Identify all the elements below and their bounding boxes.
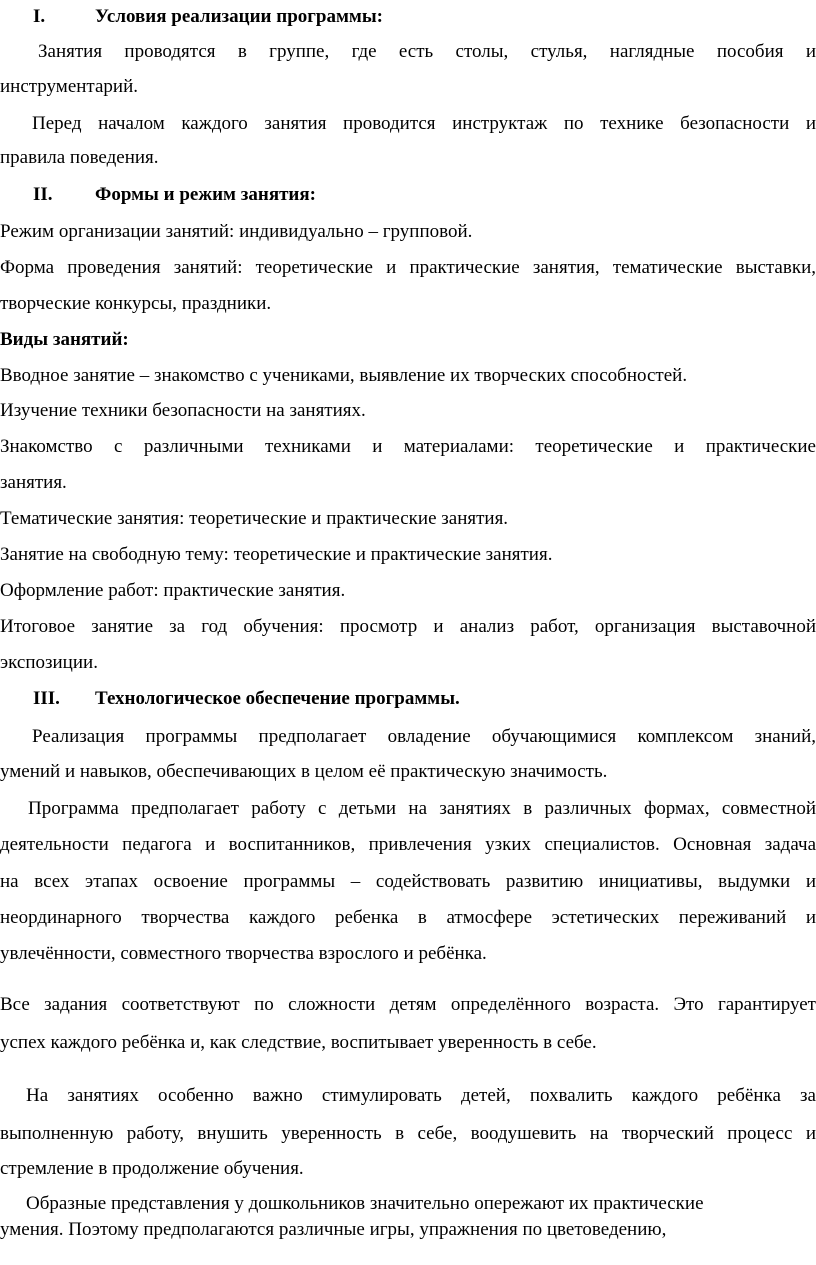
paragraph-line: выполненную работу, внушить уверенность в себе, воодушевить на творческий процесс и [0, 1123, 816, 1144]
paragraph-line: на всех этапах освоение программы – содействовать развитию инициативы, выдумки и [0, 871, 816, 892]
paragraph-line: Программа предполагает работу с детьми на занятиях в различных формах, совместной [28, 798, 816, 819]
paragraph-line: Образные представления у дошкольников значительно опережают их практические [26, 1193, 704, 1214]
paragraph-line: На занятиях особенно важно стимулировать детей, похвалить каждого ребёнка за [26, 1085, 816, 1106]
paragraph-line: успех каждого ребёнка и, как следствие, воспитывает уверенность в себе. [0, 1032, 597, 1053]
paragraph-line: инструментарий. [0, 76, 138, 97]
paragraph-line: правила поведения. [0, 147, 159, 168]
paragraph-line: Все задания соответствуют по сложности детям определённого возраста. Это гарантирует [0, 994, 816, 1015]
paragraph-line: умения. Поэтому предполагаются различные игры, упражнения по цветоведению, [0, 1219, 667, 1240]
section-number: II. [33, 184, 53, 205]
paragraph-line: деятельности педагога и воспитанников, привлечения узких специалистов. Основная задача [0, 834, 816, 855]
list-item: Итоговое занятие за год обучения: просмотр и анализ работ, организация выставочной [0, 616, 816, 637]
subheading: Виды занятий: [0, 329, 129, 350]
paragraph-line: Занятия проводятся в группе, где есть столы, стулья, наглядные пособия и [38, 41, 816, 62]
paragraph-line: умений и навыков, обеспечивающих в целом её практическую значимость. [0, 761, 608, 782]
section-number: I. [33, 6, 46, 27]
paragraph-line: неординарного творчества каждого ребенка в атмосфере эстетических переживаний и [0, 907, 816, 928]
paragraph-line: творческие конкурсы, праздники. [0, 293, 272, 314]
list-item: Тематические занятия: теоретические и практические занятия. [0, 508, 509, 529]
paragraph-line: стремление в продолжение обучения. [0, 1158, 304, 1179]
paragraph-line: Реализация программы предполагает овладение обучающимися комплексом знаний, [32, 726, 816, 747]
paragraph-line: Режим организации занятий: индивидуально – групповой. [0, 221, 473, 242]
section-number: III. [33, 688, 60, 709]
list-item: Оформление работ: практические занятия. [0, 580, 346, 601]
section-title: Формы и режим занятия: [95, 184, 316, 205]
section-title: Технологическое обеспечение программы. [95, 688, 460, 709]
list-item: занятия. [0, 472, 67, 493]
paragraph-line: Форма проведения занятий: теоретические и практические занятия, тематические выставки, [0, 257, 816, 278]
paragraph-line: Перед началом каждого занятия проводится инструктаж по технике безопасности и [32, 113, 816, 134]
section-title: Условия реализации программы: [95, 6, 384, 27]
list-item: Занятие на свободную тему: теоретические и практические занятия. [0, 544, 553, 565]
paragraph-line: увлечённости, совместного творчества взрослого и ребёнка. [0, 943, 487, 964]
list-item: Изучение техники безопасности на занятиях. [0, 400, 366, 421]
list-item: экспозиции. [0, 652, 98, 673]
list-item: Знакомство с различными техниками и материалами: теоретические и практические [0, 436, 816, 457]
list-item: Вводное занятие – знакомство с учениками, выявление их творческих способностей. [0, 365, 688, 386]
